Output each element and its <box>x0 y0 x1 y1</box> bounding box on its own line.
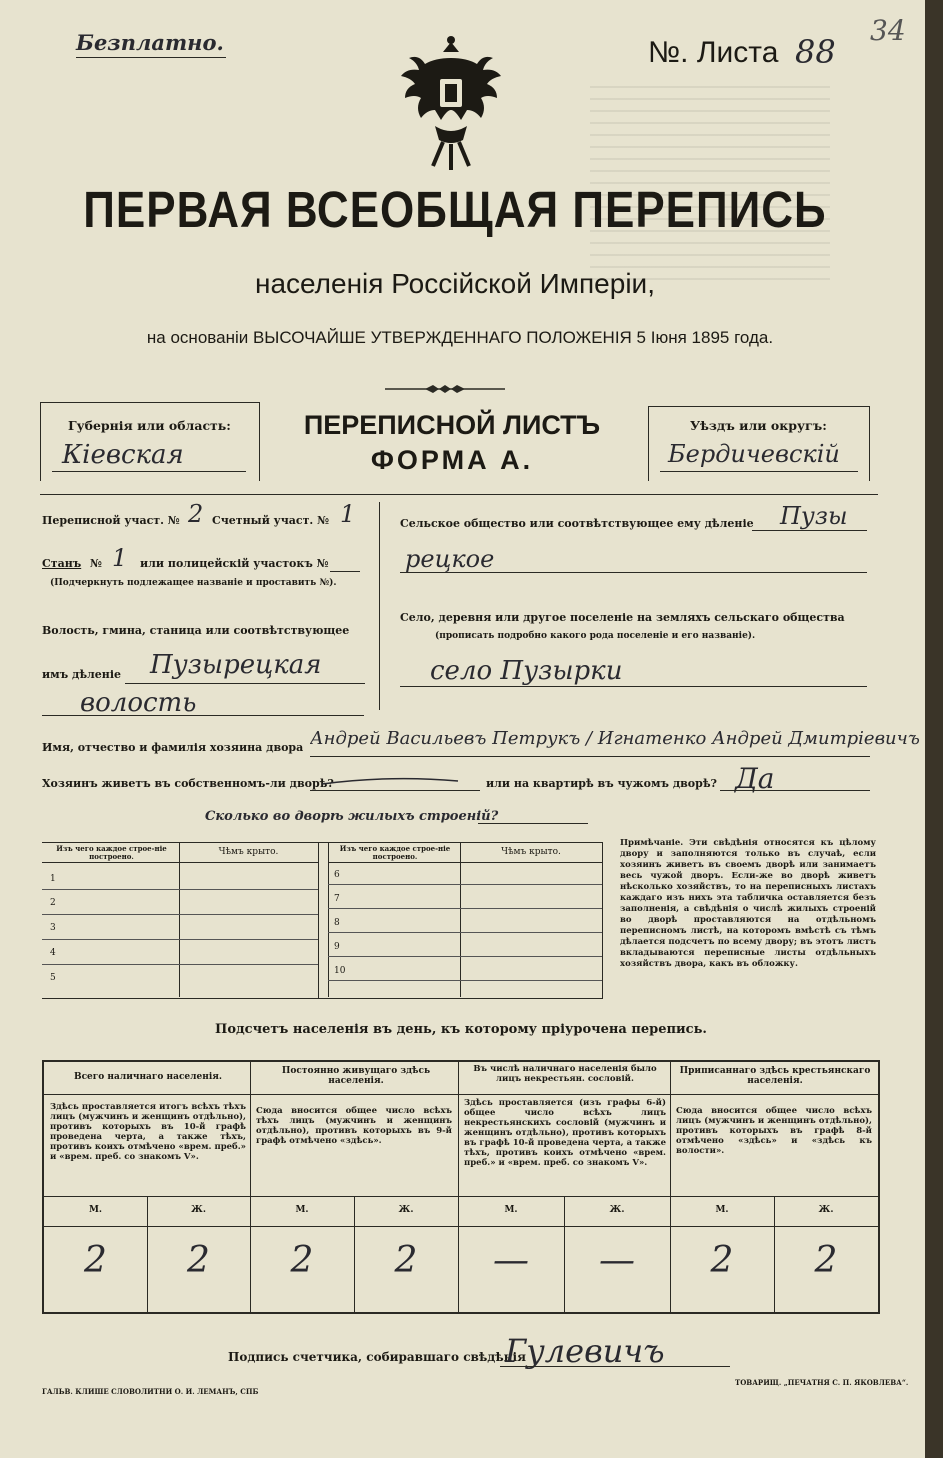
residence-alt-line <box>720 790 870 791</box>
society-value-2: рецкое <box>405 545 495 573</box>
col-built-right: Изъ чего каждое строе-ніе построено. <box>339 844 451 861</box>
population-title: Подсчетъ населенія въ день, къ которому пріурочена перепись. <box>215 1022 707 1037</box>
signature-label: Подпись счетчика, собиравшаго свѣдѣнія <box>228 1350 526 1364</box>
pop-desc-4: Сюда вносится общее число всѣхъ лицъ (мужчинъ и женщинъ отдѣльно), противъ которыхъ въ графѣ 8-й отмѣчено «здѣсь» и «здѣсь къ волости». <box>676 1106 872 1156</box>
underline-note: (Подчеркнуть подлежащее названіе и проставить №). <box>50 578 337 588</box>
village-label: Село, деревня или другое поселеніе на земляхъ сельскаго общества <box>400 611 845 624</box>
basis-line: на основаніи ВЫСОЧАЙШЕ УТВЕРЖДЕННАГО ПОЛОЖЕНІЯ 5 Іюня 1895 года. <box>146 328 774 347</box>
residence-strike <box>320 772 460 784</box>
stan-no-label: № <box>90 557 102 570</box>
value-total-m: 2 <box>84 1240 107 1281</box>
row-num-5: 5 <box>50 973 56 983</box>
printer-right: ТОВАРИЩ. „ПЕЧАТНЯ С. П. ЯКОВЛЕВА“. <box>735 1378 909 1387</box>
m-label-4: М. <box>715 1205 729 1215</box>
col-built-left: Изъ чего каждое строе-ніе построено. <box>56 844 167 861</box>
row-num-6: 6 <box>334 870 340 880</box>
row-num-1: 1 <box>50 874 56 884</box>
col-roof-right: Чѣмъ крыто. <box>501 847 561 857</box>
pop-desc-3: Здѣсь проставляется (изъ графы 6-й) общее число всѣхъ лицъ некрестьянскихъ сословій (мужчинъ и женщинъ отдѣльно), противъ которыхъ въ графѣ 10-й проведена черта, а также тѣхъ, противъ коихъ отмѣчено «врем. преб.» и «врем. преб. со знакомъ V». <box>464 1098 666 1168</box>
section-rule <box>40 494 878 495</box>
police-label: или полицейскій участокъ № <box>140 557 329 570</box>
column-divider <box>379 502 380 710</box>
volost-label: Волость, гмина, станица или соотвѣтствующее <box>42 624 350 637</box>
census-area-label: Переписной участ. № <box>42 514 180 527</box>
sheet-number-value: 88 <box>795 33 836 71</box>
value-total-f: 2 <box>187 1240 210 1281</box>
double-eagle-emblem <box>395 34 507 174</box>
volost-value-2: волость <box>80 688 197 718</box>
free-underline <box>76 57 226 58</box>
society-value: Пузы <box>780 502 848 530</box>
row-num-8: 8 <box>334 918 340 928</box>
residence-value: Да <box>735 762 775 795</box>
volost-line-2 <box>42 715 364 716</box>
value-nonpeasant-m: — <box>493 1240 529 1281</box>
count-area-value: 1 <box>340 500 356 528</box>
printer-left: ГАЛЬВ. КЛИШЕ СЛОВОЛИТНИ О. И. ЛЕМАНЪ, СПБ <box>42 1387 259 1396</box>
value-permanent-m: 2 <box>290 1240 314 1281</box>
m-label-3: М. <box>504 1205 518 1215</box>
district-value: Бердичевскій <box>668 440 840 468</box>
volost-value: Пузырецкая <box>150 650 322 680</box>
province-label: Губернія или область: <box>68 418 231 433</box>
count-area-label: Счетный участ. № <box>212 514 330 527</box>
buildings-line <box>478 823 588 824</box>
value-peasant-m: 2 <box>710 1240 734 1281</box>
stan-label: Станъ <box>42 557 82 570</box>
form-title: ПЕРЕПИСНОЙ ЛИСТЪ <box>303 410 601 440</box>
residence-line <box>310 790 480 791</box>
corner-number: 34 <box>870 14 906 47</box>
value-peasant-f: 2 <box>814 1240 838 1281</box>
free-label: Безплатно. <box>76 30 224 55</box>
district-label: Уѣздъ или округъ: <box>690 418 827 433</box>
village-line <box>400 686 867 687</box>
row-num-10: 10 <box>334 966 346 976</box>
row-num-4: 4 <box>50 948 56 958</box>
buildings-table <box>42 842 602 997</box>
row-num-9: 9 <box>334 942 340 952</box>
pop-head-1: Всего наличнаго населенія. <box>73 1072 223 1082</box>
residence-alt-label: или на квартирѣ въ чужомъ дворѣ? <box>486 777 717 790</box>
signature-line <box>500 1366 730 1367</box>
volost-line-1 <box>125 683 365 684</box>
col-roof-left: Чѣмъ крыто. <box>218 847 279 857</box>
buildings-note: Примѣчаніе. Эти свѣдѣнія относятся къ цѣлому двору и заполняются только въ случаѣ, если хозяинъ живетъ въ своемъ дворѣ или занимаетъ весь чужой дворъ. Если-же во дворѣ живетъ нѣсколько хозяйствъ, то на переписныхъ листахъ каждаго изъ нихъ эта табличка оставляется безъ заполненія, а свѣдѣнія о числѣ жилыхъ строеній во дворѣ проставляются на отдѣльномъ переписномъ листѣ, на которомъ вмѣстѣ съ тѣмъ дѣлается подсчетъ по всему двору; въ этотъ листъ вкладываются переписные листы отдѣльныхъ хозяйствъ двора, какъ въ обложку. <box>620 838 876 969</box>
subtitle: населенія Россійской Имперіи, <box>255 268 655 299</box>
f-label-1: Ж. <box>191 1205 206 1215</box>
pop-head-3: Въ числѣ наличнаго населенія было лицъ некрестьян. сословій. <box>473 1064 657 1084</box>
pop-head-2: Постоянно живущаго здѣсь населенія. <box>281 1066 431 1086</box>
f-label-2: Ж. <box>398 1205 414 1215</box>
owner-name-value: Андрей Васильевъ Петрукъ / Игнатенко Андрей Дмитріевичъ <box>310 728 920 749</box>
m-label-2: М. <box>295 1205 309 1215</box>
row-num-3: 3 <box>50 923 56 933</box>
signature-value: Гулевичъ <box>505 1332 665 1370</box>
m-label-1: М. <box>88 1205 103 1215</box>
society-line-1 <box>752 530 867 531</box>
population-table <box>42 1060 880 1314</box>
f-label-4: Ж. <box>818 1205 834 1215</box>
pop-head-4: Приписаннаго здѣсь крестьянскаго населенія. <box>679 1066 871 1086</box>
census-area-value: 2 <box>188 500 204 528</box>
value-nonpeasant-f: — <box>599 1240 635 1281</box>
pop-desc-1: Здѣсь проставляется итогъ всѣхъ тѣхъ лицъ (мужчинъ и женщинъ отдѣльно), противъ которыхъ въ 10-й графѣ проведена черта, а также тѣхъ, противъ коихъ отмѣчено «врем. преб.» и «врем. преб. со знакомъ V». <box>50 1102 246 1162</box>
society-line-2 <box>400 572 867 573</box>
row-num-2: 2 <box>50 898 56 908</box>
stan-value: 1 <box>112 544 128 572</box>
owner-name-label: Имя, отчество и фамилія хозяина двора <box>42 741 304 754</box>
owner-name-line <box>310 756 870 757</box>
value-permanent-f: 2 <box>394 1240 418 1281</box>
residence-label: Хозяинъ живетъ въ собственномъ-ли дворѣ? <box>42 777 334 790</box>
ornament-divider <box>385 379 505 389</box>
row-num-7: 7 <box>334 894 340 904</box>
sheet-edge <box>925 0 943 1458</box>
volost-label-2: имъ дѣленіе <box>42 668 122 681</box>
village-note: (прописать подробно какого рода поселеніе и его названіе). <box>435 631 756 641</box>
bleed-through <box>590 80 830 280</box>
pop-desc-2: Сюда вносится общее число всѣхъ тѣхъ лицъ (мужчинъ и женщинъ отдѣльно), противъ которыхъ въ 9-й графѣ отмѣчено «здѣсь». <box>256 1106 452 1146</box>
main-title: ПЕРВАЯ ВСЕОБЩАЯ ПЕРЕПИСЬ <box>83 182 827 239</box>
village-value: село Пузырки <box>430 656 623 686</box>
buildings-left-block <box>42 842 319 999</box>
sheet-number-label: №. Листа <box>648 36 779 69</box>
province-value: Кіевская <box>62 440 184 470</box>
province-line <box>52 471 246 472</box>
form-type: ФОРМА А. <box>370 445 534 475</box>
f-label-3: Ж. <box>609 1205 625 1215</box>
buildings-label: Сколько во дворѣ жилыхъ строеній? <box>205 809 499 824</box>
police-line <box>330 571 360 572</box>
society-label: Сельское общество или соотвѣтствующее ему дѣленіе <box>400 517 754 530</box>
district-line <box>660 471 858 472</box>
